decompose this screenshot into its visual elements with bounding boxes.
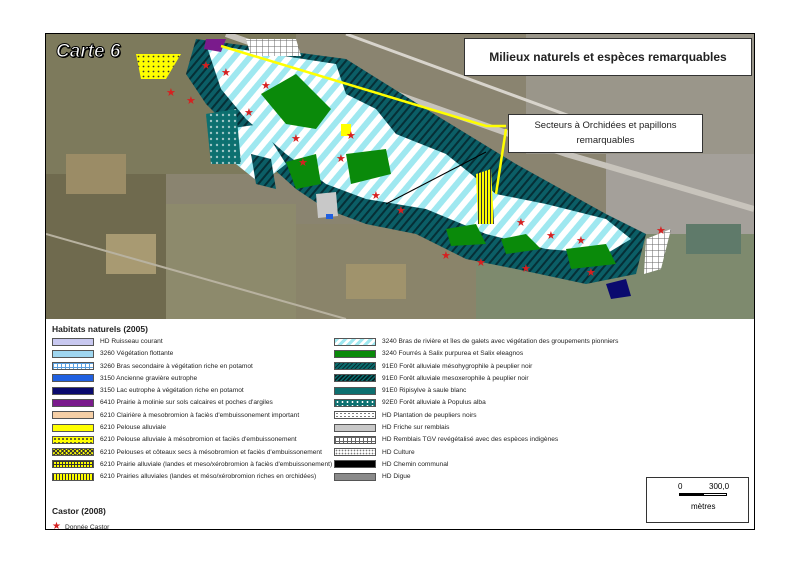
svg-text:★: ★ [371, 189, 381, 202]
legend-swatch [334, 436, 376, 444]
legend-item [52, 361, 332, 372]
svg-text:★: ★ [298, 156, 308, 169]
legend-panel [46, 319, 754, 529]
legend-swatch [52, 436, 94, 444]
legend-item [334, 336, 618, 347]
legend-swatch [334, 387, 376, 395]
legend-label: HD Friche sur remblais [382, 424, 450, 432]
legend-swatch [52, 448, 94, 456]
legend-item [52, 459, 332, 470]
legend-item [334, 447, 618, 458]
map-number: Carte 6 [56, 41, 121, 62]
aerial-map [46, 34, 754, 319]
legend-item [334, 422, 618, 433]
legend-label: HD Plantation de peupliers noirs [382, 411, 477, 419]
legend-item [52, 447, 332, 458]
svg-text:★: ★ [201, 59, 211, 72]
legend-item [334, 361, 618, 372]
svg-text:★: ★ [396, 204, 406, 217]
map-frame [45, 33, 755, 530]
legend-swatch [52, 411, 94, 419]
svg-text:★: ★ [586, 266, 596, 279]
svg-text:★: ★ [441, 249, 451, 262]
legend-item [52, 471, 332, 482]
legend-swatch [52, 460, 94, 468]
legend-label: 6410 Prairie à molinie sur sols calcaires et poches d'argiles [100, 399, 273, 407]
svg-text:★: ★ [186, 94, 196, 107]
legend-label: 92E0 Forêt alluviale à Populus alba [382, 399, 486, 407]
legend-item [334, 397, 618, 408]
legend-item [334, 385, 618, 396]
castor-title: Castor (2008) [52, 506, 106, 516]
legend-swatch [334, 460, 376, 468]
legend-swatch [334, 362, 376, 370]
legend-label: 3260 Bras secondaire à végétation riche en potamot [100, 362, 253, 370]
legend-label: 3150 Lac eutrophe à végétation riche en potamot [100, 387, 244, 395]
legend-swatch [52, 350, 94, 358]
legend-label: 6210 Pelouse alluviale [100, 424, 166, 432]
legend-label: HD Culture [382, 448, 415, 456]
castor-star-icon: ★ [52, 521, 61, 530]
legend-swatch [52, 374, 94, 382]
legend-item [52, 434, 332, 445]
svg-text:★: ★ [656, 224, 666, 237]
legend-item [334, 434, 618, 445]
legend-swatch [334, 338, 376, 346]
svg-text:★: ★ [576, 234, 586, 247]
svg-text:★: ★ [261, 79, 271, 92]
legend-left-column [52, 336, 332, 484]
legend-item [334, 348, 618, 359]
castor-legend-row [52, 522, 109, 530]
legend-swatch [334, 350, 376, 358]
habitats-title: Habitats naturels (2005) [52, 324, 148, 334]
legend-label: 6210 Prairies alluviales (landes et méso/xérobromion riches en orchidées) [100, 473, 317, 481]
legend-swatch [334, 374, 376, 382]
map-title: Milieux naturels et espèces remarquables [464, 38, 752, 76]
legend-swatch [334, 399, 376, 407]
legend-swatch [334, 424, 376, 432]
legend-swatch [52, 399, 94, 407]
legend-label: 3150 Ancienne gravière eutrophe [100, 374, 198, 382]
legend-swatch [52, 338, 94, 346]
svg-text:★: ★ [476, 256, 486, 269]
svg-text:★: ★ [336, 152, 346, 165]
legend-item [334, 410, 618, 421]
legend-item [52, 348, 332, 359]
scale-max: 300,0 [709, 482, 730, 491]
legend-swatch [52, 362, 94, 370]
legend-label: 91E0 Forêt alluviale mesoxerophile à peuplier noir [382, 374, 529, 382]
svg-text:★: ★ [244, 106, 254, 119]
svg-text:★: ★ [346, 129, 356, 142]
legend-swatch [334, 411, 376, 419]
legend-label: HD Chemin communal [382, 460, 449, 468]
svg-text:★: ★ [221, 66, 231, 79]
legend-label: 91E0 Forêt alluviale mésohygrophile à peuplier noir [382, 362, 533, 370]
legend-item [52, 336, 332, 347]
legend-item [334, 471, 618, 482]
scale-zero: 0 [678, 482, 683, 491]
legend-label: 6210 Clairière à mesobromion à faciès d'embuissonement important [100, 411, 300, 419]
legend-label: HD Remblais TGV revégétalisé avec des espèces indigènes [382, 436, 559, 444]
legend-label: 6210 Prairie alluviale (landes et meso/xérobromion à faciès d'embuissonement) [100, 460, 333, 468]
legend-label: 3260 Végétation flottante [100, 350, 174, 358]
legend-item [52, 410, 332, 421]
castor-label: Donnée Castor [64, 523, 110, 530]
legend-item [52, 397, 332, 408]
callout-line-2: remarquables [576, 135, 635, 146]
legend-swatch [334, 473, 376, 481]
legend-label: 3240 Fourrés à Salix purpurea et Salix eleagnos [382, 350, 524, 358]
svg-text:★: ★ [166, 86, 176, 99]
svg-text:★: ★ [291, 132, 301, 145]
legend-item [334, 459, 618, 470]
legend-label: 91E0 Ripisylve à saule blanc [382, 387, 467, 395]
scale-unit: mètres [691, 502, 716, 511]
legend-swatch [334, 448, 376, 456]
svg-text:★: ★ [516, 216, 526, 229]
legend-item [334, 373, 618, 384]
map-canvas [46, 34, 754, 319]
legend-swatch [52, 387, 94, 395]
legend-item [52, 385, 332, 396]
legend-swatch [52, 473, 94, 481]
callout-line-1: Secteurs à Orchidées et papillons [534, 120, 677, 131]
legend-label: HD Digue [382, 473, 411, 481]
svg-text:★: ★ [521, 262, 531, 275]
legend-label: HD Ruisseau courant [100, 338, 163, 345]
legend-item [52, 373, 332, 384]
svg-text:★: ★ [546, 229, 556, 242]
legend-label: 3240 Bras de rivière et îles de galets avec végétation des groupements pionniers [382, 338, 619, 345]
legend-right-column [334, 336, 618, 484]
scale-bar [646, 477, 749, 523]
scale-bar-white [703, 493, 727, 496]
orchid-callout [508, 114, 703, 153]
legend-label: 6210 Pelouses et côteaux secs à mésobromion et faciès d'embuissonement [100, 448, 322, 456]
legend-item [52, 422, 332, 433]
legend-swatch [52, 424, 94, 432]
legend-label: 6210 Pelouse alluviale à mésobromion et faciès d'embuissonement [100, 436, 297, 444]
